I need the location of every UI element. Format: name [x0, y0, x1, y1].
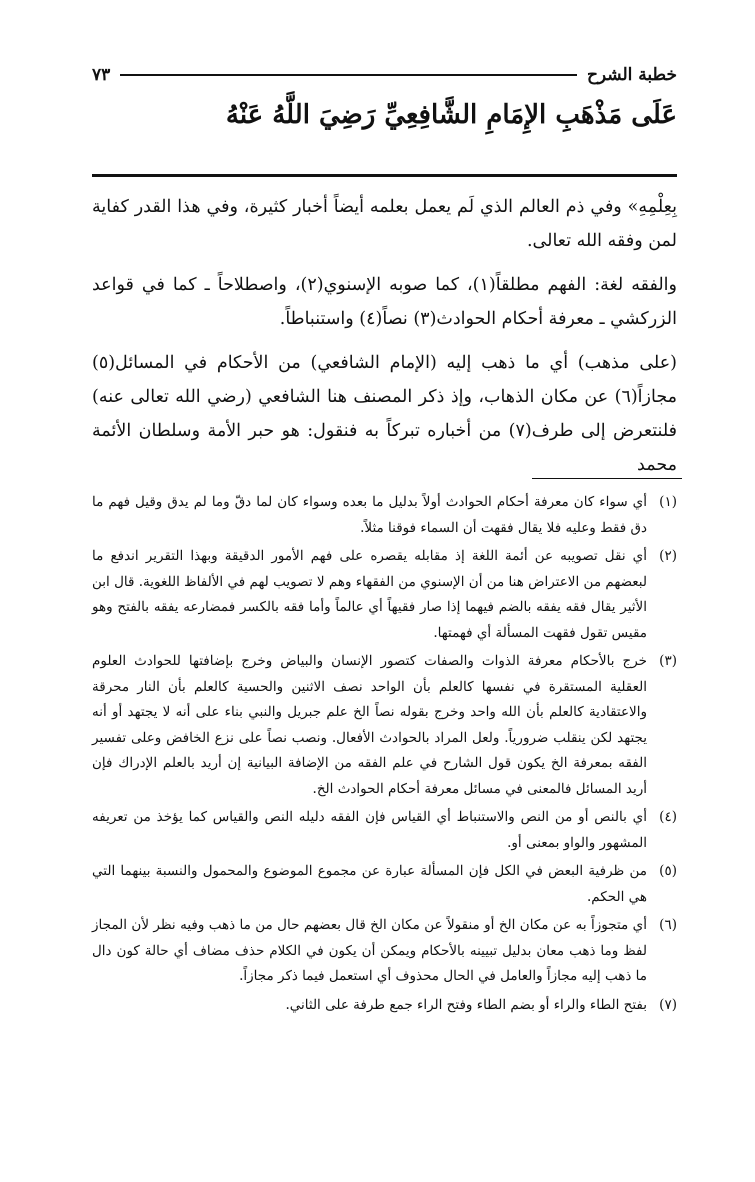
commentary-body	[92, 190, 677, 492]
page-number: ٧٣	[92, 65, 111, 85]
footnote-text: أي سواء كان معرفة أحكام الحوادث أولاً بدليل ما بعده وسواء كان لما دقّ وما لم يدق وقيل فهم ما دق فقط وعليه فلا يقال فقهت أن السماء فوقنا مثلاً.	[92, 494, 647, 536]
paragraph: بِعِلْمِهِ» وفي ذم العالم الذي لَم يعمل بعلمه أيضاً أخبار كثيرة، وفي هذا القدر كفاية لمن وفقه الله تعالى.	[92, 197, 677, 251]
footnote-text: أي نقل تصويبه عن أئمة اللغة إذ مقابله يقصره على فهم الأمور الدقيقة وبهذا التقرير اندفع ما لبعضهم من الاعتراض هنا من أن الإسنوي من الفقهاء وهم لا تصويب لهم في الألفاظ اللغوية. قال ابن الأثير يقال فقه يفقه بالضم فيهما إذا صار فقيهاً أي عالماً وأما فقه بالكسر فمضارعه يفقه بالفتح وهو مقيس تقول فقهت المسألة أي فهمتها.	[92, 548, 647, 641]
footnote-text: خرج بالأحكام معرفة الذوات والصفات كتصور الإنسان والبياض وخرج بإضافتها للحوادث العلوم العقلية المستقرة في نفسها كالعلم بأن الواحد نصف الاثنين والحسية كالعلم بأن النار محرقة والاعتقادية كالعلم بأن الله واحد وخرج بقوله نصاً الخ علم جبريل والنبي بناء على أنه لا يجتهد أو أنه يجتهد لكن ينقلب ضرورياً. ولعل المراد بالحوادث الأفعال. ونصب نصاً على نزع الخافض وعلى تفسير الفقه بمعرفة الخ يكون قول الشارح في علم الفقه من الإضافة البيانية إن أريد بالعلم الإدراك فإن أريد المسائل فالمعنى في مسائل معرفة أحكام الحوادث الخ.	[92, 653, 647, 797]
footnote-text: أي متجوزاً به عن مكان الخ أو منقولاً عن مكان الخ قال بعضهم حال من ما ذهب وفيه نظر لأن المجاز لفظ وما ذهب معان بدليل تبيينه بالأحكام ويمكن أن يكون في الكلام حذف مضاف أي حالة كون دال ما ذهب إليه مجازاً والعامل في الحال محذوف أي استعمل فيما ذكر مجازاً.	[92, 917, 647, 984]
footnote	[92, 544, 677, 646]
matn-separator	[92, 174, 677, 177]
matn-heading: عَلَى مَذْهَبِ الإِمَامِ الشَّافِعِيِّ رَضِيَ اللَّهُ عَنْهُ	[225, 100, 677, 130]
running-header	[92, 60, 677, 90]
footnote	[92, 805, 677, 856]
footnote	[92, 993, 677, 1019]
footnote-separator	[532, 478, 682, 479]
footnote-number: (٦)	[659, 917, 677, 933]
footnote-number: (٢)	[659, 548, 677, 564]
paragraph: (على مذهب) أي ما ذهب إليه (الإمام الشافعي) من الأحكام في المسائل(٥) مجازاً(٦) عن مكان الذهاب، وإذ ذكر المصنف هنا الشافعي (رضي الله تعالى عنه) فلنتعرض إلى طرف(٧) من أخباره تبركاً به فنقول: هو حبر الأمة وسلطان الأئمة محمد	[92, 353, 677, 475]
footnote-number: (٣)	[659, 653, 677, 669]
paragraph: والفقه لغة: الفهم مطلقاً(١)، كما صوبه الإسنوي(٢)، واصطلاحاً ـ كما في قواعد الزركشي ـ معرفة أحكام الحوادث(٣) نصاً(٤) واستنباطاً.	[92, 275, 677, 329]
header-rule	[120, 74, 577, 76]
footnote-number: (٥)	[659, 863, 677, 879]
footnote	[92, 913, 677, 990]
footnote-text: أي بالنص أو من النص والاستنباط أي القياس فإن الفقه دليله النص والقياس كما يؤخذ من تعريفه المشهور والواو بمعنى أو.	[92, 809, 647, 851]
footnote-number: (٤)	[659, 809, 677, 825]
footnote-text: من ظرفية البعض في الكل فإن المسألة عبارة عن مجموع الموضوع والمحمول والنسبة بينهما التي هي الحكم.	[92, 863, 647, 905]
section-title: خطبة الشرح	[586, 65, 677, 85]
footnote-text: بفتح الطاء والراء أو بضم الطاء وفتح الراء جمع طرفة على الثاني.	[285, 996, 647, 1013]
footnote	[92, 490, 677, 541]
footnote-number: (٧)	[659, 996, 677, 1013]
footnotes	[92, 490, 677, 1021]
footnote	[92, 649, 677, 802]
footnote-number: (١)	[659, 494, 677, 510]
footnote	[92, 859, 677, 910]
